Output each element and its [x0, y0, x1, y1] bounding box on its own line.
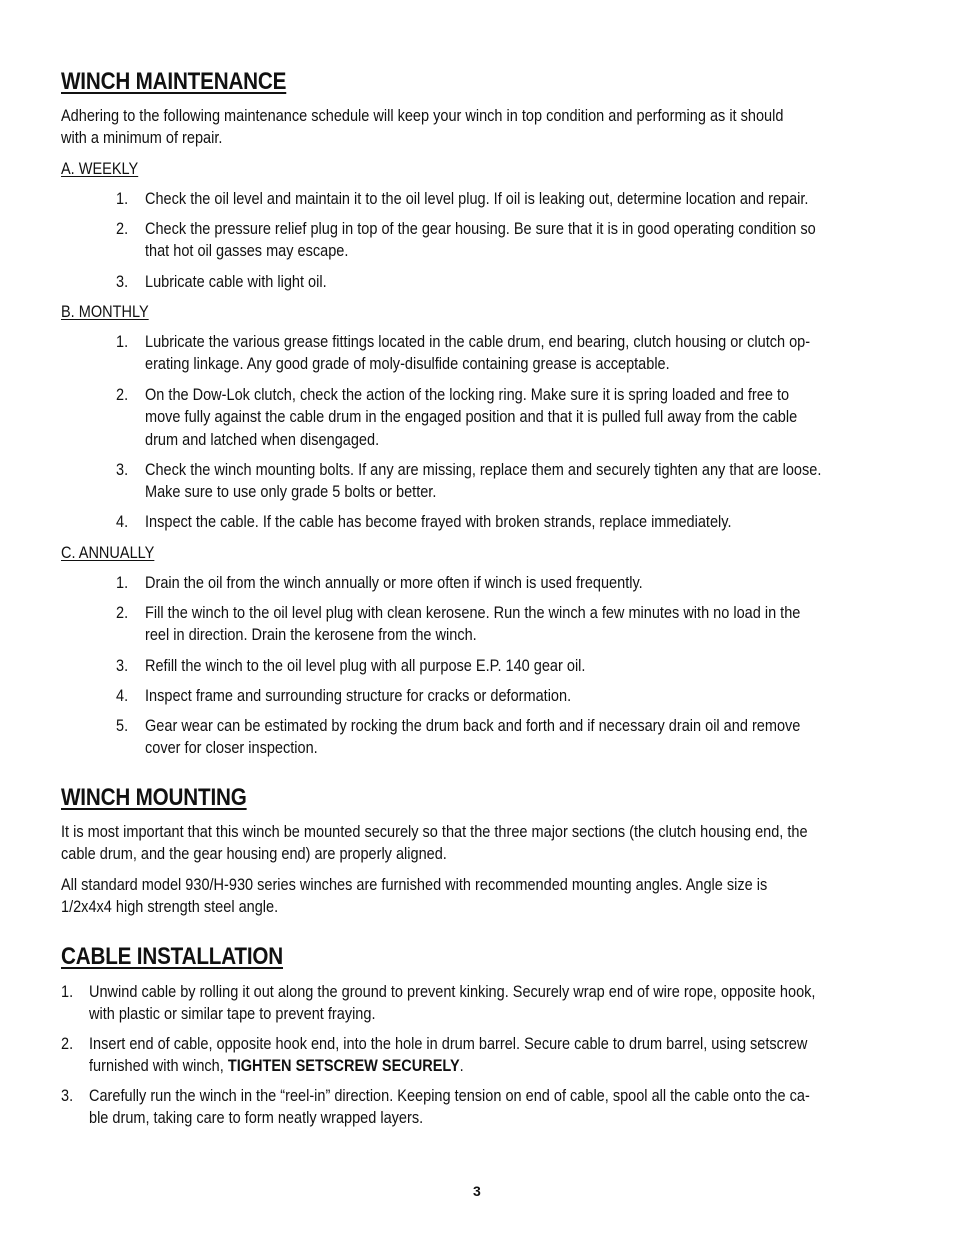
weekly-item-text: Lubricate cable with light oil. — [145, 273, 327, 291]
monthly-item-text: Check the winch mounting bolts. If any are missing, replace them and securely tighten any that are loose. — [145, 461, 822, 479]
cable-item-text: Insert end of cable, opposite hook end, into the hole in drum barrel. Secure cable to drum barrel, using setscrew — [89, 1035, 808, 1053]
mounting-paragraph-2-line-2: 1/2x4x4 high strength steel angle. — [61, 898, 279, 916]
cable-item-number: 2. — [61, 1035, 74, 1053]
cable-item-number: 1. — [61, 983, 74, 1001]
annually-item-text: Gear wear can be estimated by rocking the drum back and forth and if necessary drain oil and remove — [145, 717, 801, 735]
monthly-item-text: Inspect the cable. If the cable has become frayed with broken strands, replace immediately. — [145, 513, 732, 531]
monthly-item-number: 3. — [116, 461, 129, 479]
annually-item-number: 2. — [116, 604, 129, 622]
maintenance-intro-line-1: Adhering to the following maintenance schedule will keep your winch in top condition and performing as it should — [61, 107, 784, 125]
monthly-item-text: On the Dow-Lok clutch, check the action of the locking ring. Make sure it is spring loaded and free to — [145, 386, 790, 404]
section-title-winch-maintenance: WINCH MAINTENANCE — [61, 68, 287, 95]
cable-item-number: 3. — [61, 1087, 74, 1105]
annually-item-number: 3. — [116, 657, 129, 675]
cable-item-text — [89, 1055, 464, 1077]
annually-item-text: Inspect frame and surrounding structure for cracks or deformation. — [145, 687, 572, 705]
mounting-paragraph-1-line-1: It is most important that this winch be mounted securely so that the three major sections (the clutch housing end, the — [61, 823, 808, 841]
weekly-item-number: 2. — [116, 220, 129, 238]
annually-item-number: 1. — [116, 574, 129, 592]
annually-item-text: Fill the winch to the oil level plug with clean kerosene. Run the winch a few minutes with no load in the — [145, 604, 801, 622]
weekly-item-text: Check the pressure relief plug in top of the gear housing. Be sure that it is in good operating condition so — [145, 220, 816, 238]
cable-item-text: Unwind cable by rolling it out along the ground to prevent kinking. Securely wrap end of wire rope, opposite hook, — [89, 983, 816, 1001]
cable-item-text: with plastic or similar tape to prevent fraying. — [89, 1005, 376, 1023]
maintenance-intro-line-2: with a minimum of repair. — [61, 129, 223, 147]
monthly-item-text: erating linkage. Any good grade of moly-disulfide containing grease is acceptable. — [145, 355, 670, 373]
weekly-item-text: Check the oil level and maintain it to the oil level plug. If oil is leaking out, determine location and repair. — [145, 190, 809, 208]
monthly-item-text: drum and latched when disengaged. — [145, 431, 380, 449]
mounting-paragraph-1-line-2: cable drum, and the gear housing end) are properly aligned. — [61, 845, 447, 863]
annually-item-text: Refill the winch to the oil level plug with all purpose E.P. 140 gear oil. — [145, 657, 586, 675]
subheading-monthly: B. MONTHLY — [61, 303, 149, 321]
monthly-item-text: Make sure to use only grade 5 bolts or better. — [145, 483, 437, 501]
annually-item-text: Drain the oil from the winch annually or more often if winch is used frequently. — [145, 574, 643, 592]
section-title-winch-mounting: WINCH MOUNTING — [61, 784, 247, 811]
tighten-setscrew-warning: TIGHTEN SETSCREW SECURELY — [227, 1057, 460, 1075]
mounting-paragraph-2-line-1: All standard model 930/H-930 series winches are furnished with recommended mounting angles. Angle size is — [61, 876, 768, 894]
monthly-item-text: Lubricate the various grease fittings located in the cable drum, end bearing, clutch housing or clutch op- — [145, 333, 811, 351]
annually-item-number: 5. — [116, 717, 129, 735]
annually-item-number: 4. — [116, 687, 129, 705]
cable-item-text-regular: furnished with winch, — [89, 1057, 228, 1075]
monthly-item-number: 4. — [116, 513, 129, 531]
page-number: 3 — [473, 1183, 481, 1199]
monthly-item-number: 1. — [116, 333, 129, 351]
weekly-item-number: 3. — [116, 273, 129, 291]
weekly-item-text: that hot oil gasses may escape. — [145, 242, 349, 260]
subheading-weekly: A. WEEKLY — [61, 160, 139, 178]
weekly-item-number: 1. — [116, 190, 129, 208]
section-title-cable-installation: CABLE INSTALLATION — [61, 943, 284, 970]
cable-item-text: ble drum, taking care to form neatly wrapped layers. — [89, 1109, 424, 1127]
monthly-item-number: 2. — [116, 386, 129, 404]
cable-item-text-period: . — [459, 1057, 464, 1075]
annually-item-text: reel in direction. Drain the kerosene from the winch. — [145, 626, 477, 644]
subheading-annually: C. ANNUALLY — [61, 544, 155, 562]
annually-item-text: cover for closer inspection. — [145, 739, 318, 757]
monthly-item-text: move fully against the cable drum in the engaged position and that it is pulled full away from the cable — [145, 408, 798, 426]
cable-item-text: Carefully run the winch in the “reel-in” direction. Keeping tension on end of cable, spool all the cable onto the ca- — [89, 1087, 810, 1105]
